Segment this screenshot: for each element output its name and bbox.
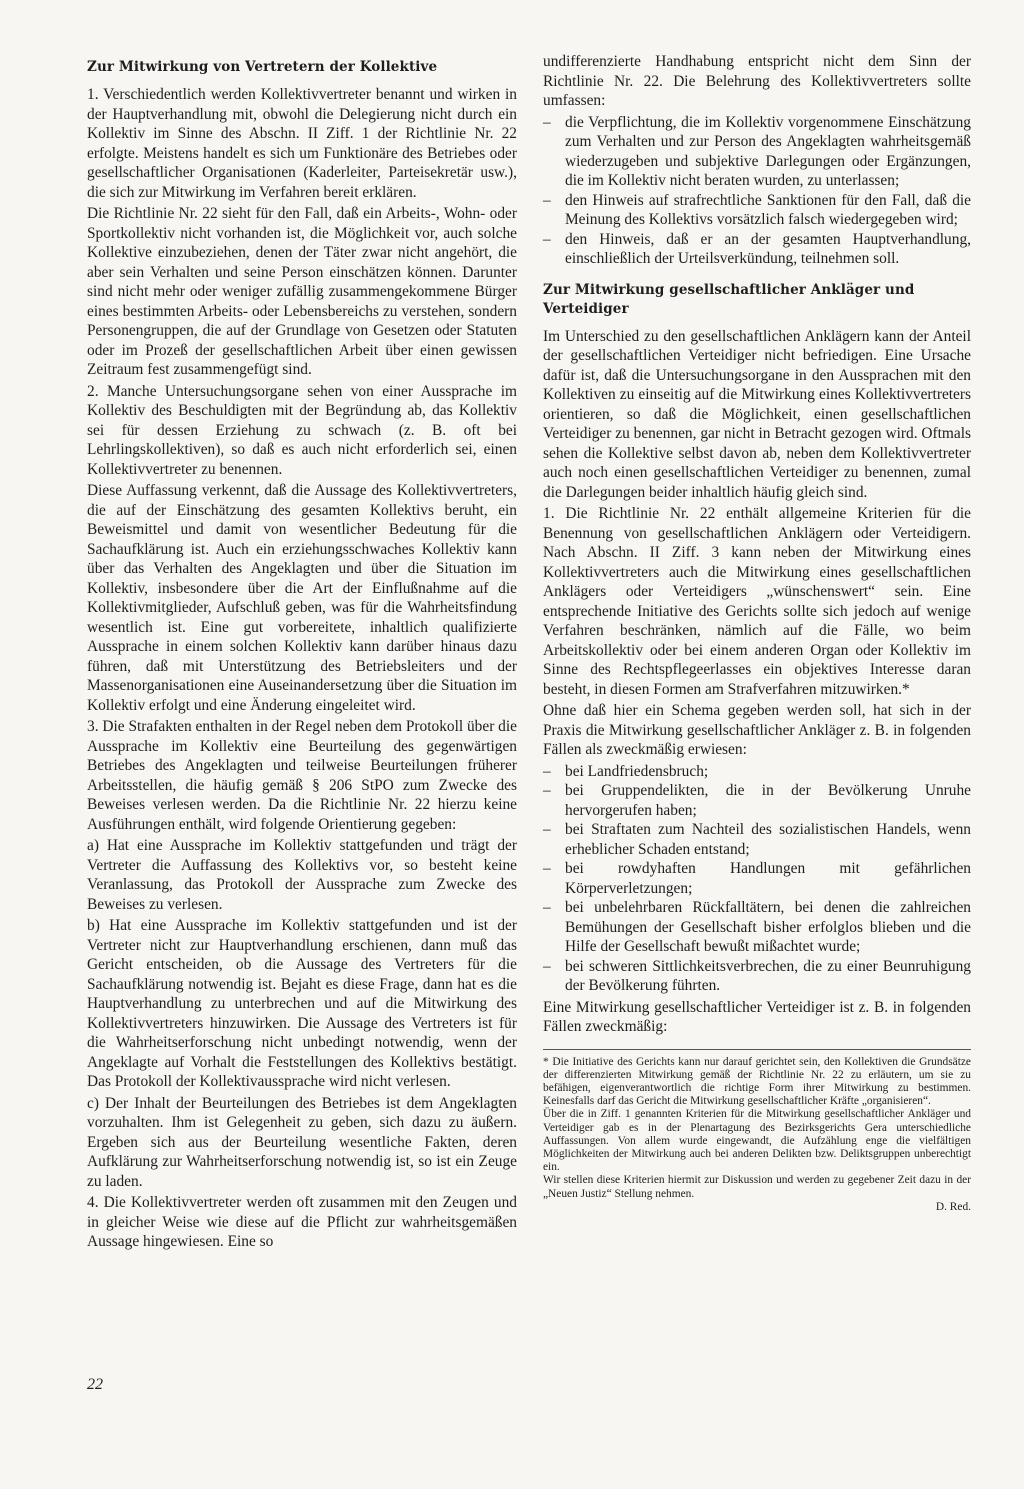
list-item: – den Hinweis, daß er an der gesamten Hauptverhandlung, einschließlich der Urteilsverkündung, teilnehmen soll. [543, 230, 971, 269]
section-heading-anklaeger: Zur Mitwirkung gesellschaftlicher Ankläger und Verteidiger [543, 281, 915, 317]
paragraph: Eine Mitwirkung gesellschaftlicher Verteidiger ist z. B. in folgenden Fällen zweckmäßig: [543, 998, 971, 1035]
page-number: 22 [87, 1376, 103, 1393]
paragraph: b) Hat eine Aussprache im Kollektiv stattgefunden und ist der Vertreter nicht zur Hauptverhandlung erschienen, dann muß das Gericht entscheiden, ob die Aussage des Vertreters für die Sachaufklärung notwendig ist. Bejaht es diese Frage, dann hat es die Hauptverhandlung zu unterbrechen und auf die Mitwirkung des Kollektivvertreters hinzuwirken. Die Aussage des Vertreters ist für die Wahrheitserforschung nicht unbedingt notwendig, wenn der Angeklagte auf Vorhalt die Feststellungen des Kollektivs bestätigt. Das Protokoll der Kollektivaussprache wird nicht verlesen. [87, 917, 517, 1090]
anklaeger-cases-list [543, 762, 971, 996]
paragraph: Im Unterschied zu den gesellschaftlichen Anklägern kann der Anteil der gesellschaftlichen Verteidiger nicht befriedigen. Eine Ursache dafür ist, daß die Untersuchungsorgane in den Aussprachen mit den Kollektiven zu einseitig auf die Mitwirkung eines Kollektivvertreters orientieren, so daß die Möglichkeit, einen gesellschaftlichen Verteidiger zu benennen, gar nicht in Betracht gezogen wird. Oftmals sehen die Kollektive selbst davon ab, neben dem Kollektivvertreter auch noch einen gesellschaftlichen Verteidiger zu benennen, zumal die Darlegungen beider inhaltlich häufig gleich sind. [543, 327, 971, 501]
footnote: Wir stellen diese Kriterien hiermit zur Diskussion und werden zu gegebener Zeit dazu in der „Neuen Justiz“ Stellung nehmen. [543, 1174, 971, 1200]
paragraph: Diese Auffassung verkennt, daß die Aussage des Kollektivvertreters, die auf der Einschätzung des gesamten Kollektivs beruht, ein Beweismittel und damit von wesentlicher Bedeutung für die Sachaufklärung ist. Auch ein erziehungsschwaches Kollektiv kann über das Verhalten des Angeklagten und über die Situation im Kollektiv, insbesondere über die Art der Einflußnahme auf die Kollektivmitglieder, Aufschluß geben, was für die Wahrheitsfindung wesentlich ist. Eine gut vorbereitete, inhaltlich qualifizierte Aussprache in einem solchen Kollektiv kann darüber hinaus dazu führen, daß mit Unterstützung des Betriebsleiters und der Massenorganisationen eine Auseinandersetzung über die Situation im Kollektiv erfolgt und eine Änderung eingeleitet wird. [87, 482, 517, 714]
left-column [87, 52, 517, 1254]
footnote: * Die Initiative des Gerichts kann nur darauf gerichtet sein, den Kollektiven die Grundsätze der differenzierten Mitwirkung gemäß der Richtlinie Nr. 22 zu erläutern, um sie zu befähigen, eigenverantwortlich die richtige Form ihrer Mitwirkung zu bestimmen. Keinesfalls darf das Gericht die Mitwirkung gesellschaftlicher Kräfte „organisieren“. [543, 1055, 971, 1108]
list-item: – bei Straftaten zum Nachteil des sozialistischen Handels, wenn erheblicher Schaden entstand; [543, 820, 971, 859]
list-item: – bei unbelehrbaren Rückfalltätern, bei denen die zahlreichen Bemühungen der Gesellschaft bisher erfolglos blieben und die Hilfe der Gesellschaft bewußt mißachtet wurde; [543, 898, 971, 957]
footnote: Über die in Ziff. 1 genannten Kriterien für die Mitwirkung gesellschaftlicher Ankläger und Verteidiger gab es in der Plenartagung des Bezirksgerichts Gera unterschiedliche Auffassungen. Von allem wurde eingewandt, die Aufzählung enge die vielfältigen Möglichkeiten der Mitwirkung auch bei anderen Delikten bzw. Deliktsgruppen unberechtigt ein. [543, 1108, 971, 1174]
list-item: – die Verpflichtung, die im Kollektiv vorgenommene Einschätzung zum Verhalten und zur Person des Angeklagten wahrheitsgemäß wiederzugeben und subjektive Darlegungen oder Ergänzungen, die im Kollektiv nicht beraten wurden, zu unterlassen; [543, 113, 971, 191]
section-heading-kollektive: Zur Mitwirkung von Vertretern der Kollektive [87, 59, 438, 75]
paragraph: 1. Verschiedentlich werden Kollektivvertreter benannt und wirken in der Hauptverhandlung mit, obwohl die Delegierung nicht durch ein Kollektiv im Sinne des Abschn. II Ziff. 1 der Richtlinie Nr. 22 erfolgte. Meistens handelt es sich um Funktionäre des Betriebes oder gesellschaftlicher Organisationen (Kaderleiter, Parteisekretär usw.), die sich zur Mitwirkung im Verfahren bereit erklären. [87, 86, 517, 201]
right-column [543, 52, 971, 1214]
editorial-signature: D. Red. [935, 1200, 971, 1213]
paragraph: 4. Die Kollektivvertreter werden oft zusammen mit den Zeugen und in gleicher Weise wie diese auf die Pflicht zur wahrheitsgemäßen Aussage hingewiesen. Eine so [87, 1194, 517, 1250]
paragraph: undifferenzierte Handhabung entspricht nicht dem Sinn der Richtlinie Nr. 22. Die Belehrung des Kollektivvertreters sollte umfassen: [543, 53, 971, 109]
paragraph: a) Hat eine Aussprache im Kollektiv stattgefunden und trägt der Vertreter die Auffassung des Kollektivs vor, so besteht keine Veranlassung, das Protokoll der Aussprache zum Zwecke des Beweises zu verlesen. [87, 837, 517, 913]
paragraph: Die Richtlinie Nr. 22 sieht für den Fall, daß ein Arbeits-, Wohn- oder Sportkollektiv nicht vorhanden ist, die Möglichkeit vor, auch solche Kollektive einzubeziehen, denen der Täter zwar nicht angehört, die aber sein Verhalten und seine Person einschätzen können. Darunter sind nicht mehr oder weniger zufällig zusammengekommene Bürger eines bestimmten Arbeits- oder Lebensbereichs zu verstehen, sondern Personengruppen, die auf der Grundlage von Gesetzen oder Statuten oder im Prozeß der gesellschaftlichen Arbeit über einen gewissen Zeitraum fest zusammengefügt sind. [87, 205, 517, 378]
paragraph: Ohne daß hier ein Schema gegeben werden soll, hat sich in der Praxis die Mitwirkung gesellschaftlicher Ankläger z. B. in folgenden Fällen als zweckmäßig erwiesen: [543, 702, 971, 758]
paragraph: 3. Die Strafakten enthalten in der Regel neben dem Protokoll über die Aussprache im Kollektiv eine Beurteilung des gegenwärtigen Betriebes des Angeklagten und teilweise Beurteilungen früherer Arbeitsstellen, die häufig gemäß § 206 StPO zum Zwecke des Beweises verlesen werden. Da die Richtlinie Nr. 22 hierzu keine Ausführungen enthält, wird folgende Orientierung gegeben: [87, 718, 517, 833]
list-item: – bei Landfriedensbruch; [543, 762, 971, 782]
list-item: – bei Gruppendelikten, die in der Bevölkerung Unruhe hervorgerufen haben; [543, 781, 971, 820]
paragraph: c) Der Inhalt der Beurteilungen des Betriebes ist dem Angeklagten vorzuhalten. Ihm ist Gelegenheit zu geben, sich dazu zu äußern. Ergeben sich aus der Beurteilung wesentliche Fakten, deren Aufklärung zur Wahrheitserforschung notwendig ist, so ist ein Zeuge zu laden. [87, 1094, 517, 1190]
belehrung-list [543, 113, 971, 269]
paragraph: 2. Manche Untersuchungsorgane sehen von einer Aussprache im Kollektiv des Beschuldigten mit der Begründung ab, das Kollektiv sei für dessen Erziehung zu schwach (z. B. oft bei Lehrlingskollektiven), so daß es auch nicht erforderlich sei, einen Kollektivvertreter zu benennen. [87, 382, 517, 478]
list-item: – bei schweren Sittlichkeitsverbrechen, die zu einer Beunruhigung der Bevölkerung führten. [543, 957, 971, 996]
footnotes [543, 1049, 971, 1214]
paragraph: 1. Die Richtlinie Nr. 22 enthält allgemeine Kriterien für die Benennung von gesellschaftlichen Anklägern oder Verteidigern. Nach Abschn. II Ziff. 3 kann neben der Mitwirkung eines Kollektivvertreters auch die Mitwirkung eines gesellschaftlichen Anklägers oder Verteidigers „wünschenswert“ sein. Eine entsprechende Initiative des Gerichts sollte sich jedoch auf wenige Verfahren beschränken, nämlich auf die Fälle, wo beim Arbeitskollektiv oder bei einem anderen Organ oder Kollektiv im Sinne des Rechtspflegeerlasses ein objektives Interesse daran besteht, in diesen Formen am Strafverfahren mitzuwirken.* [543, 505, 971, 698]
list-item: – den Hinweis auf strafrechtliche Sanktionen für den Fall, daß die Meinung des Kollektivs vorsätzlich falsch wiedergegeben wird; [543, 191, 971, 230]
list-item: – bei rowdyhaften Handlungen mit gefährlichen Körperverletzungen; [543, 859, 971, 898]
